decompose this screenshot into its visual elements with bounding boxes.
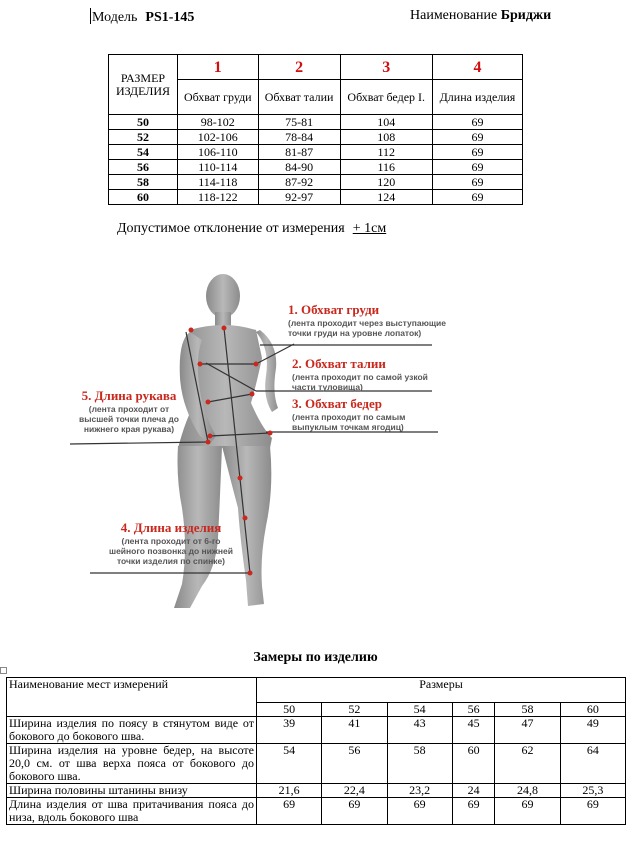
measurement-label: Ширина изделия по поясу в стянутом виде от бокового до бокового шва. [7, 717, 257, 744]
size-header: РАЗМЕР ИЗДЕЛИЯ [115, 70, 171, 98]
measurement-row [7, 744, 626, 784]
size-cell: 114-118 [178, 175, 259, 190]
size-cell: 92-97 [258, 190, 340, 205]
measurement-value: 69 [322, 798, 387, 825]
column-number: 3 [340, 55, 432, 80]
size-cell: 124 [340, 190, 432, 205]
measurement-value: 24,8 [495, 784, 560, 798]
size-cell: 98-102 [178, 115, 259, 130]
name-label: Наименование [410, 8, 498, 23]
size-cell: 69 [432, 130, 522, 145]
measurement-value: 69 [560, 798, 625, 825]
size-column-header: 60 [560, 703, 625, 717]
size-column-header: 50 [257, 703, 322, 717]
measurement-value: 47 [495, 717, 560, 744]
measurement-value: 69 [452, 798, 495, 825]
size-value: 50 [109, 115, 178, 130]
measurement-value: 56 [322, 744, 387, 784]
size-value: 52 [109, 130, 178, 145]
size-cell: 118-122 [178, 190, 259, 205]
column-label: Обхват груди [178, 80, 259, 115]
size-row [109, 160, 523, 175]
size-cell: 112 [340, 145, 432, 160]
name-value: Бриджи [500, 8, 552, 23]
size-cell: 116 [340, 160, 432, 175]
measurement-value: 64 [560, 744, 625, 784]
size-column-header: 52 [322, 703, 387, 717]
size-cell: 78-84 [258, 130, 340, 145]
column-number: 2 [258, 55, 340, 80]
size-row [109, 175, 523, 190]
tolerance-value: + 1см [352, 221, 387, 236]
sizes-header: Размеры [257, 678, 626, 703]
label-chest-sub: (лента проходит через выступающие точки груди на уровне лопаток) [288, 318, 447, 338]
size-table [108, 54, 523, 205]
measurement-value: 58 [387, 744, 452, 784]
size-cell: 69 [432, 175, 522, 190]
label-hips-title: 3. Обхват бедер [292, 396, 382, 411]
size-column-header: 56 [452, 703, 495, 717]
measurement-row [7, 798, 626, 825]
size-cell: 81-87 [258, 145, 340, 160]
place-header: Наименование мест измерений [9, 677, 169, 691]
size-cell: 69 [432, 160, 522, 175]
document-header [0, 6, 631, 26]
size-row [109, 145, 523, 160]
measurement-value: 49 [560, 717, 625, 744]
measurement-value: 22,4 [322, 784, 387, 798]
label-sleeve-sub: (лента проходит от высшей точки плеча до нижнего края рукава) [79, 404, 179, 434]
label-length-sub: (лента проходит от 6-го шейного позвонка до нижней точки изделия по спинке) [109, 536, 233, 566]
model-line [90, 8, 194, 26]
label-waist [292, 356, 452, 392]
size-cell: 69 [432, 145, 522, 160]
model-value: PS1-145 [145, 10, 195, 25]
measurement-label: Длина изделия от шва притачивания пояса до низа, вдоль бокового шва [7, 798, 257, 825]
label-sleeve-title: 5. Длина рукава [81, 388, 177, 403]
column-number: 1 [178, 55, 259, 80]
measurements-title: Замеры по изделию [253, 650, 378, 665]
size-row [109, 115, 523, 130]
label-waist-title: 2. Обхват талии [292, 356, 386, 371]
size-cell: 69 [432, 115, 522, 130]
column-label: Обхват талии [258, 80, 340, 115]
measurement-value: 69 [387, 798, 452, 825]
table-anchor-marker [0, 667, 7, 674]
tolerance-text: Допустимое отклонение от измерения [117, 221, 345, 236]
place-header-cell [7, 678, 257, 717]
measurement-value: 23,2 [387, 784, 452, 798]
measurement-label: Ширина изделия на уровне бедер, на высоте 20,0 см. от шва верха пояса от бокового до бокового шва. [7, 744, 257, 784]
size-rows [109, 115, 523, 205]
column-label: Длина изделия [432, 80, 522, 115]
label-length [106, 520, 236, 566]
size-column-header: 54 [387, 703, 452, 717]
size-cell: 120 [340, 175, 432, 190]
size-cell: 87-92 [258, 175, 340, 190]
measurement-value: 24 [452, 784, 495, 798]
size-value: 56 [109, 160, 178, 175]
model-label: Модель [92, 10, 138, 25]
tolerance-note [117, 221, 386, 237]
name-line [410, 8, 551, 24]
size-value: 58 [109, 175, 178, 190]
measurement-value: 25,3 [560, 784, 625, 798]
size-cell: 110-114 [178, 160, 259, 175]
label-hips [292, 396, 452, 432]
column-label: Обхват бедер I. [340, 80, 432, 115]
size-cell: 108 [340, 130, 432, 145]
label-chest-title: 1. Обхват груди [288, 302, 380, 317]
measurement-row [7, 784, 626, 798]
measurement-value: 60 [452, 744, 495, 784]
size-value: 60 [109, 190, 178, 205]
size-column-header: 58 [495, 703, 560, 717]
measurement-value: 62 [495, 744, 560, 784]
size-cell: 75-81 [258, 115, 340, 130]
size-row [109, 190, 523, 205]
measurement-label: Ширина половины штанины внизу [7, 784, 257, 798]
size-row [109, 130, 523, 145]
size-value: 54 [109, 145, 178, 160]
label-hips-sub: (лента проходит по самым выпуклым точкам ягодиц) [292, 412, 406, 432]
size-cell: 84-90 [258, 160, 340, 175]
size-header-cell [109, 55, 178, 115]
measurement-value: 43 [387, 717, 452, 744]
measurement-row [7, 717, 626, 744]
size-cell: 104 [340, 115, 432, 130]
measurement-value: 69 [495, 798, 560, 825]
column-number: 4 [432, 55, 522, 80]
size-cell: 106-110 [178, 145, 259, 160]
size-cell: 69 [432, 190, 522, 205]
text-cursor [90, 8, 91, 24]
measurement-rows [7, 717, 626, 825]
measurement-value: 54 [257, 744, 322, 784]
measurements-table [6, 677, 626, 825]
measurement-value: 69 [257, 798, 322, 825]
label-chest [288, 302, 448, 338]
label-length-title: 4. Длина изделия [120, 520, 222, 535]
label-waist-sub: (лента проходит по самой узкой части туловища) [292, 372, 428, 392]
label-sleeve [74, 388, 184, 434]
measurement-value: 45 [452, 717, 495, 744]
measurement-value: 39 [257, 717, 322, 744]
size-cell: 102-106 [178, 130, 259, 145]
measurement-figure [70, 268, 450, 618]
measurement-value: 21,6 [257, 784, 322, 798]
measurement-value: 41 [322, 717, 387, 744]
